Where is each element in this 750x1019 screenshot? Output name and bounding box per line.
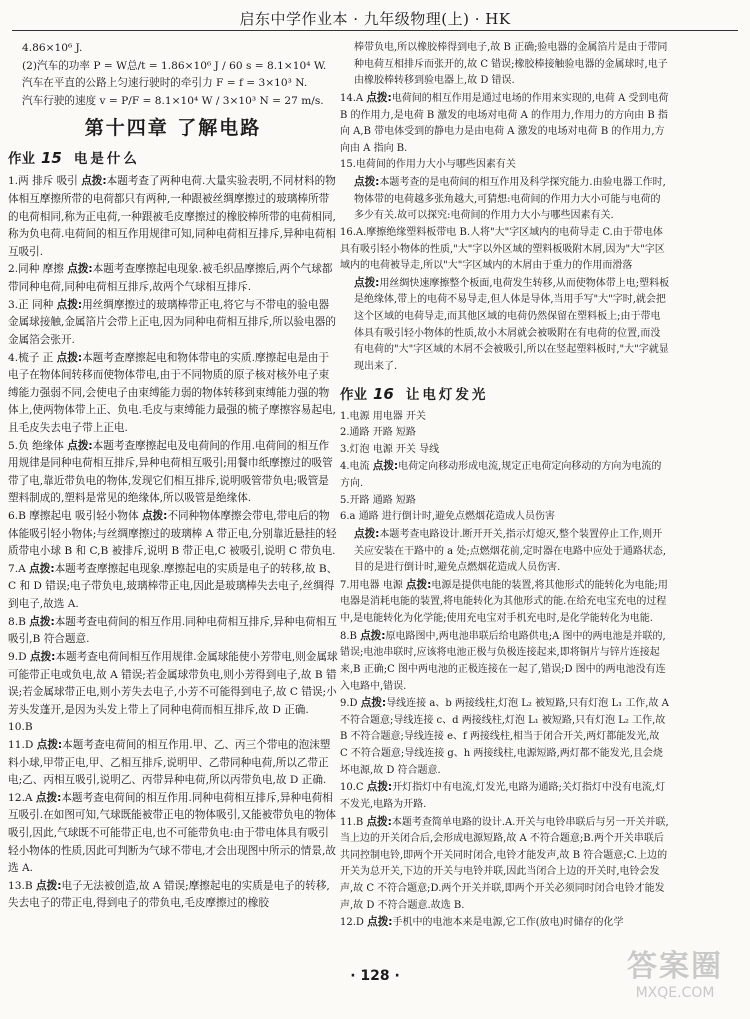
answer-item [8,173,338,261]
right-column [340,40,670,932]
hint-text: 本题考查电路设计.断开开关,指示灯熄灭,整个装置停止工作,则开关应安装在干路中的 a 处;点燃烟花前,定时器在电路中应处于通路状态,目的是进行倒计时,避免点燃烟花造成人员伤害. [354,528,667,574]
answer-number: 11. [340,816,356,828]
answer-text: 梳子 正 [18,351,57,364]
answer-number: 6. [340,511,350,523]
answer-number: 8. [8,615,19,628]
answer-item [340,695,670,779]
answer-item [340,90,670,158]
hint-text: 电源是提供电能的装置,将其他形式的能转化为电能;用电器是消耗电能的装置,将电能转化为其他形式的能.在给充电宝充电的过程中,是电能转化为化学能;使用充电宝对手机充电时,是化学能转化为电能. [340,579,668,624]
hint-label: 点拨: [35,791,62,804]
answer-item [8,297,338,350]
answer-item [8,261,338,296]
hint-label: 点拨: [354,527,380,540]
answer-text: A [355,92,367,104]
answer-text: 通路 开路 短路 [349,427,416,439]
hint-label: 点拨: [367,916,393,929]
hint-text: 本题考查摩擦起电和物体带电的实质.摩擦起电是由于电子在物体间转移而使物体带电,由于不同物质的原子核对核外电子束缚能力强弱不同,会使电子由束缚能力弱的物体转移到束缚能力强的物体上,使两物体带上正、负电.毛皮与束缚能力最强的梳子摩擦容易起电,且毛皮失去电子带上正电. [8,351,336,434]
hint-text: 开灯指灯中有电流,灯发光,电路为通路;关灯指灯中没有电流,灯不发光,电路为开路. [340,782,666,810]
page-header [0,0,750,34]
answer-item [340,779,670,813]
answer-number: 4. [340,461,350,473]
hint-text: 用丝绸快速摩擦整个板面,电荷发生转移,从而使物体带上电;塑料板是绝缘体,带上的电荷不易导走,但人体是导体,当用手写"大"字时,就会把这个区域的电荷导走,而其他区域的电荷仍然保留在塑料板上;由于带电体具有吸引轻小物体的性质,故小木屑就会被吸附在有电荷的位置,而没有电荷的"大"字区域的木屑不会被吸引,所以在竖起塑料板时,"大"字就显现出来了. [354,277,670,372]
hint-label: 点拨: [354,276,380,289]
answer-text: 正 同种 [18,298,57,311]
homework-heading-16 [340,382,670,407]
hint-text: 电荷定向移动形成电流,规定正电荷定向移动的方向为电流的方向. [340,461,662,489]
answer-number: 5. [8,439,19,452]
hint-label: 点拨: [36,879,62,892]
left-answer-list [8,173,338,913]
answer-item [340,442,670,459]
answer-text: B [24,721,33,734]
answer-text: a 通路 进行倒计时,避免点燃烟花造成人员伤害 [349,511,556,523]
answer-item [8,649,338,719]
answer-item [8,790,338,878]
answer-number: 11. [8,738,25,751]
hint-text: 原电路图中,两电池串联后给电路供电;A 图中的两电池是并联的,错误;电池串联时,应该将电池正极与负极连接起来,即将铜片与锌片连接起来,B 正确;C 图中两电池的正极连接在一起了,错误;D 图中的两电池没有连入电路中,错误. [340,630,666,692]
answer-text: B [349,630,361,642]
hint-label: 点拨: [141,510,168,523]
hint-text: 本题考查电荷间的相互作用.甲、乙、丙三个带电的泡沫塑料小球,甲带正电,甲、乙相互排斥,说明甲、乙带同种电荷,所以乙带正电;乙、丙相互吸引,说明乙、丙带异种电荷,所以丙带负电,故 D 正确. [8,738,331,787]
hint-label: 点拨: [366,91,392,104]
hint-label: 点拨: [366,781,393,794]
answer-text: A [18,562,30,575]
hint-text: 本题考查电荷间的相互作用.同种电荷相互排斥,异种电荷相互吸引,B 符合题意. [8,615,337,646]
hint-label: 点拨: [372,460,399,473]
hint-label: 点拨: [366,815,392,828]
hw-title: 电是什么 [73,151,140,168]
answer-text: A [24,791,36,804]
answer-item [340,458,670,492]
answer-text: B [355,816,367,828]
answer-text: 负 绝缘体 [18,439,68,452]
answer-item [340,628,670,696]
answer-number: 7. [8,562,19,575]
hint-text: 导线连接 a、b 两接线柱,灯泡 L₂ 被短路,只有灯泡 L₁ 工作,故 A 不符合题意;导线连接 c、d 两接线柱,灯泡 L₁ 被短路,只有灯泡 L₂ 工作,故 B 不符合题意;导线连接 e、f 两接线柱,相当于闭合开关,两灯都能发光,故 C 不符合题意;导线连接 g、h 两接线柱,电源短路,两灯都不能发光,且会烧坏电源,故 D 符合题意. [340,698,669,776]
answer-item [340,225,670,275]
watermark-logo [610,950,740,1010]
answer-text: 同种 摩擦 [18,263,68,276]
answer-text: C [355,782,367,794]
answer-item [8,561,338,614]
left-column [8,40,338,913]
answer-number: 4. [8,351,19,364]
answer-text: B 摩擦起电 吸引轻小物体 [18,510,142,523]
answer-text: A.摩擦绝缘塑料板带电 B.人将"大"字区域内的电荷导走 C.由于带电体具有吸引轻小物体的性质,"大"字以外区域的塑料板吸附木屑,因为"大"字区域内的电荷被导走,所以"大"字区域内的木屑由于重力的作用而滑落 [340,226,665,272]
answer-number: 1. [340,410,350,422]
hint-label: 点拨: [81,175,107,188]
header-title: 启东中学作业本 · 九年级物理(上) · HK [239,10,511,28]
hw-number: 16 [373,384,394,403]
hint-label: 点拨: [67,439,93,452]
hint-text: 手机中的电池本来是电源,它工作(放电)时储存的化学 [392,917,624,929]
answer-item [340,577,670,628]
hint-label: 点拨: [56,298,83,311]
answer-text: 用电器 电源 [349,579,406,591]
right-answer-list-1 [340,90,670,376]
answer-number: 3. [340,443,350,455]
hint-text: 不同种物体摩擦会带电,带电后的物体能吸引轻小物体;与丝绸摩擦过的玻璃棒 A 带正电,分别靠近悬挂的轻质带电小球 B 和 C,B 被排斥,说明 B 带正电,C 被吸引,说明 C 带负电. [8,510,337,558]
answer-item [8,438,338,508]
right-answer-list-2 [340,409,670,932]
hint-text: 本题考查简单电路的设计.A.开关与电铃串联后与另一开关并联,当上边的开关闭合后,会形成电源短路,故 A 不符合题意;B.两个开关串联后共同控制电铃,即两个开关同时闭合,电铃才能发声,故 B 符合题意;C.上边的开关为总开关,下边的开关与电铃并联,因此当闭合上边的开关时,电铃会发声,故 C 不符合题意;D.两个开关并联,即两个开关必须同时闭合电铃才能发声,故 D 不符合题意.故选 B. [340,816,669,911]
hw-title: 让电灯发光 [405,386,489,403]
answer-text: 电荷间的作用力大小与哪些因素有关 [355,159,516,171]
answer-number: 10. [8,721,25,734]
answer-text: B [24,879,37,892]
homework-heading-15 [8,146,338,171]
answer-item [340,914,670,932]
answer-number: 14. [340,92,356,104]
answer-item [340,409,670,426]
answer-item [8,614,338,649]
answer-item [8,719,338,737]
hint-label: 点拨: [360,697,387,710]
answer-number: 12. [340,917,356,929]
left-pre-block [8,40,338,110]
answer-number: 8. [340,630,350,642]
hw-label: 作业 [340,386,367,403]
answer-number: 15. [340,159,356,171]
hint-label: 点拨: [67,263,93,276]
answer-number: 9. [8,650,19,663]
answer-text: 电源 用电器 开关 [349,410,426,422]
hint-label: 点拨: [360,629,386,642]
answer-number: 9. [340,698,350,710]
hw-label: 作业 [8,151,35,168]
answer-number: 6. [8,510,19,523]
hint-text: 本题考查电荷间的相互作用.同种电荷相互排斥,异种电荷相互吸引.在如图可知,气球既能被带正电的物体吸引,又能被带负电的物体吸引,因此,气球既不可能带正电,也不可能带负电:由于带电体具有吸引轻小物体的性质,因此可判断为气球不带电,才会出现图中所示的情景,故选 A. [8,791,336,875]
watermark-line1: 答案圈 [627,949,723,984]
formula-line: 汽车在平直的公路上匀速行驶时的牵引力 F = f = 3×10³ N. [22,77,308,90]
answer-number: 13. [8,879,25,892]
answer-item [8,350,338,438]
answer-item [340,526,670,577]
hint-text: 本题考查摩擦起电现象.被毛织品摩擦后,两个气球都带同种电荷,同种电荷相互排斥,故两个气球相互排斥. [8,263,333,294]
answer-number: 1. [8,175,19,188]
hw-number: 15 [41,149,62,168]
answer-text: 灯泡 电源 开关 导线 [349,443,440,455]
formula-line: 4.86×10⁶ J. [22,42,83,54]
hint-label: 点拨: [29,615,55,628]
answer-number: 10. [340,782,356,794]
watermark-line2: MXQE.COM [635,985,715,1001]
hint-label: 点拨: [354,176,380,188]
answer-number: 2. [8,263,19,276]
answer-number: 3. [8,298,19,311]
page-number: · 128 · [350,968,400,984]
hint-label: 点拨: [56,351,83,364]
answer-item [340,509,670,526]
answer-item [8,737,338,790]
hint-label: 点拨: [405,578,432,591]
hint-text: 本题考查摩擦起电现象.摩擦起电的实质是电子的转移,故 B、C 和 D 错误;电子带负电,玻璃棒带正电,因此是玻璃棒失去电子,丝绸得到电子,故选 A. [8,562,338,611]
answer-number: 2. [340,427,350,439]
header-rule [12,30,738,31]
answer-number: 5. [340,494,350,506]
answer-item [340,275,670,376]
hint-text: 用丝绸摩擦过的玻璃棒带正电,将它与不带电的验电器金属球接触,金属箔片会带上正电,因为同种电荷相互排斥,所以验电器的金属箔会张开. [8,298,336,346]
right-pre-text: 棒带负电,所以橡胶棒得到电子,故 B 正确;验电器的金属箔片是由于带同种电荷互相排斥而张开的,故 C 错误;橡胶棒接触验电器的金属球时,电子由橡胶棒转移到验电器上,故 D 错误. [354,42,668,87]
hint-text: 电子无法被创造,故 A 错误;摩擦起电的实质是电子的转移,失去电子的带正电,得到电子的带负电,毛皮摩擦过的橡胶 [8,879,330,910]
answer-text: 两 排斥 吸引 [18,175,82,188]
answer-item [340,425,670,442]
answer-text: 电流 [349,461,373,473]
answer-number: 12. [8,791,25,804]
answer-text: D [349,698,361,710]
answer-item [340,157,670,174]
hint-label: 点拨: [29,562,55,575]
answer-item [340,493,670,510]
answer-number: 7. [340,579,350,591]
formula-line: (2)汽车的功率 P = W总/t = 1.86×10⁶ J / 60 s = 8.1×10⁴ W. [22,59,327,72]
answer-text: D [24,738,37,751]
answer-text: D [18,650,30,663]
chapter-title: 第十四章 了解电路 [84,117,262,140]
hint-label: 点拨: [36,738,63,751]
answer-item [8,878,338,913]
hint-text: 本题考查摩擦起电及电荷间的作用.电荷间的相互作用规律是同种电荷相互排斥,异种电荷相互吸引;用餐巾纸摩擦过的吸管带了电,靠近带负电的物体,发现它们相互排斥,说明吸管带负电;吸管是塑料制成的,塑料是常见的绝缘体,所以吸管是绝缘体. [8,439,333,505]
answer-item [340,174,670,225]
hint-text: 电荷间的相互作用是通过电场的作用来实现的,电荷 A 受到电荷 B 的作用力,是电荷 B 激发的电场对电荷 A 的作用力,作用力的方向由 B 指向 A,B 带电体受到的静电力是由电荷 A 激发的电场对电荷 B 的作用力,方向由 A 指向 B. [340,92,669,154]
hint-text: 本题考查电荷间相互作用规律.金属球能使小芳带电,则金属球可能带正电或负电,故 A 错误;若金属球带负电,则小芳得到电子,故 B 错误;若金属球带正电,则小芳失去电子,小芳不可能得到电子,故 C 错误;小芳头发蓬开,是因为头发上带上了同种电荷而相互排斥,故 D 正确. [8,650,338,716]
answer-text: B [18,615,30,628]
answer-text: 开路 通路 短路 [349,494,416,506]
hint-label: 点拨: [29,650,56,663]
formula-line: 汽车行驶的速度 v = P/F = 8.1×10⁴ W / 3×10³ N = 27 m/s. [22,94,324,107]
answer-item [8,508,338,561]
answer-item [340,814,670,915]
hint-text: 本题考查了两种电荷.大量实验表明,不同材料的物体相互摩擦所带的电荷都只有两种,一种跟被丝绸摩擦过的玻璃棒所带的电荷相同,称为正电荷,一种跟被毛皮摩擦过的橡胶棒所带的电荷相同,称为负电荷.电荷间的相互作用规律可知,同种电荷相互排斥,异种电荷相互吸引. [8,175,336,258]
answer-text: D [355,917,368,929]
hint-text: 本题考查的是电荷间的相互作用及科学探究能力.由验电器工作时,物体带的电荷越多张角越大,可猜想:电荷间的作用力大小可能与电荷的多少有关.故可以探究:电荷间的作用力大小与哪些因素有关. [354,177,666,222]
answer-number: 16. [340,226,356,238]
